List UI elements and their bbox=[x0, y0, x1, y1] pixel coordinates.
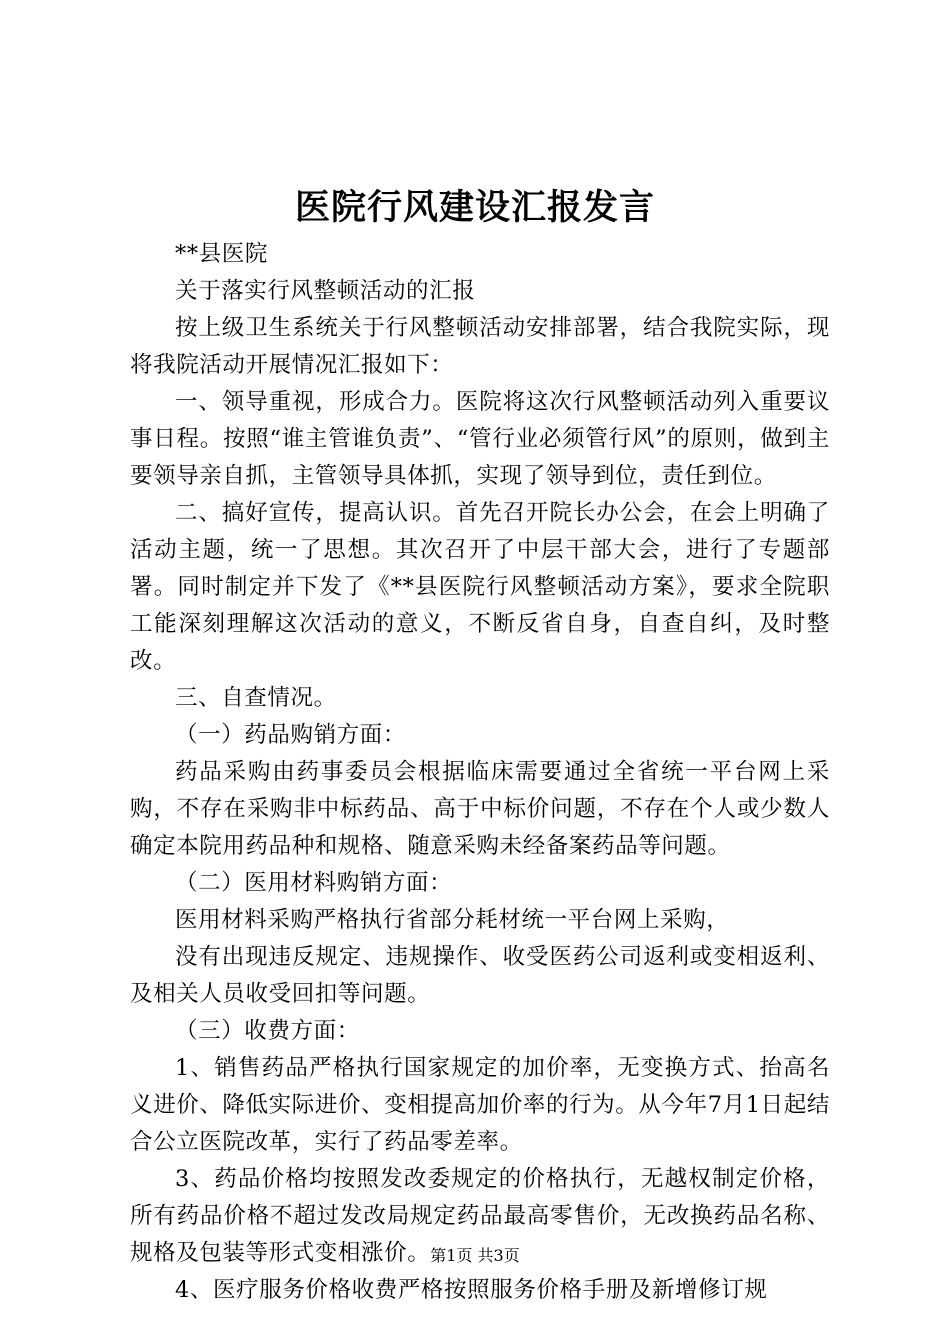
paragraph: 没有出现违反规定、违规操作、收受医药公司返利或变相返利、及相关人员收受回扣等问题。 bbox=[130, 944, 830, 1007]
page-number: 第1页 共3页 bbox=[430, 1246, 520, 1265]
paragraph: 4、医疗服务价格收费严格按照服务价格手册及新增修订规 bbox=[175, 1277, 768, 1303]
paragraph: 二、搞好宣传，提高认识。首先召开院长办公会，在会上明确了活动主题，统一了思想。其次召开了中层干部大会，进行了专题部署。同时制定并下发了《**县医院行风整顿活动方案》，要求全院职工能深刻理解这次活动的意义，不断反省自身，自查自纠，及时整改。 bbox=[130, 500, 830, 674]
document-title: 医院行风建设汇报发言 bbox=[294, 187, 655, 228]
paragraph: 药品采购由药事委员会根据临床需要通过全省统一平台网上采购，不存在采购非中标药品、高于中标价问题，不存在个人或少数人确定本院用药品种和规格、随意采购未经备案药品等问题。 bbox=[130, 759, 830, 859]
paragraph: （二）医用材料购销方面： bbox=[175, 870, 453, 896]
paragraph: **县医院 bbox=[175, 241, 269, 267]
paragraph: 按上级卫生系统关于行风整顿活动安排部署，结合我院实际，现将我院活动开展情况汇报如下： bbox=[130, 315, 830, 378]
paragraph: 3、药品价格均按照发改委规定的价格执行，无越权制定价格，所有药品价格不超过发改局规定药品最高零售价，无改换药品名称、规格及包装等形式变相涨价。 bbox=[130, 1166, 830, 1266]
paragraph: 一、领导重视，形成合力。医院将这次行风整顿活动列入重要议事日程。按照“谁主管谁负责”、“管行业必须管行风”的原则，做到主要领导亲自抓，主管领导具体抓，实现了领导到位，责任到位。 bbox=[130, 389, 830, 489]
paragraph: 医用材料采购严格执行省部分耗材统一平台网上采购， bbox=[175, 907, 730, 933]
document-body bbox=[130, 236, 830, 1309]
paragraph: 三、自查情况。 bbox=[175, 685, 337, 711]
paragraph: （三）收费方面： bbox=[175, 1018, 360, 1044]
paragraph: 关于落实行风整顿活动的汇报 bbox=[175, 278, 476, 304]
paragraph: 1、销售药品严格执行国家规定的加价率，无变换方式、抬高名义进价、降低实际进价、变相提高加价率的行为。从今年7月1日起结合公立医院改革，实行了药品零差率。 bbox=[130, 1055, 830, 1155]
paragraph: （一）药品购销方面： bbox=[175, 722, 407, 748]
